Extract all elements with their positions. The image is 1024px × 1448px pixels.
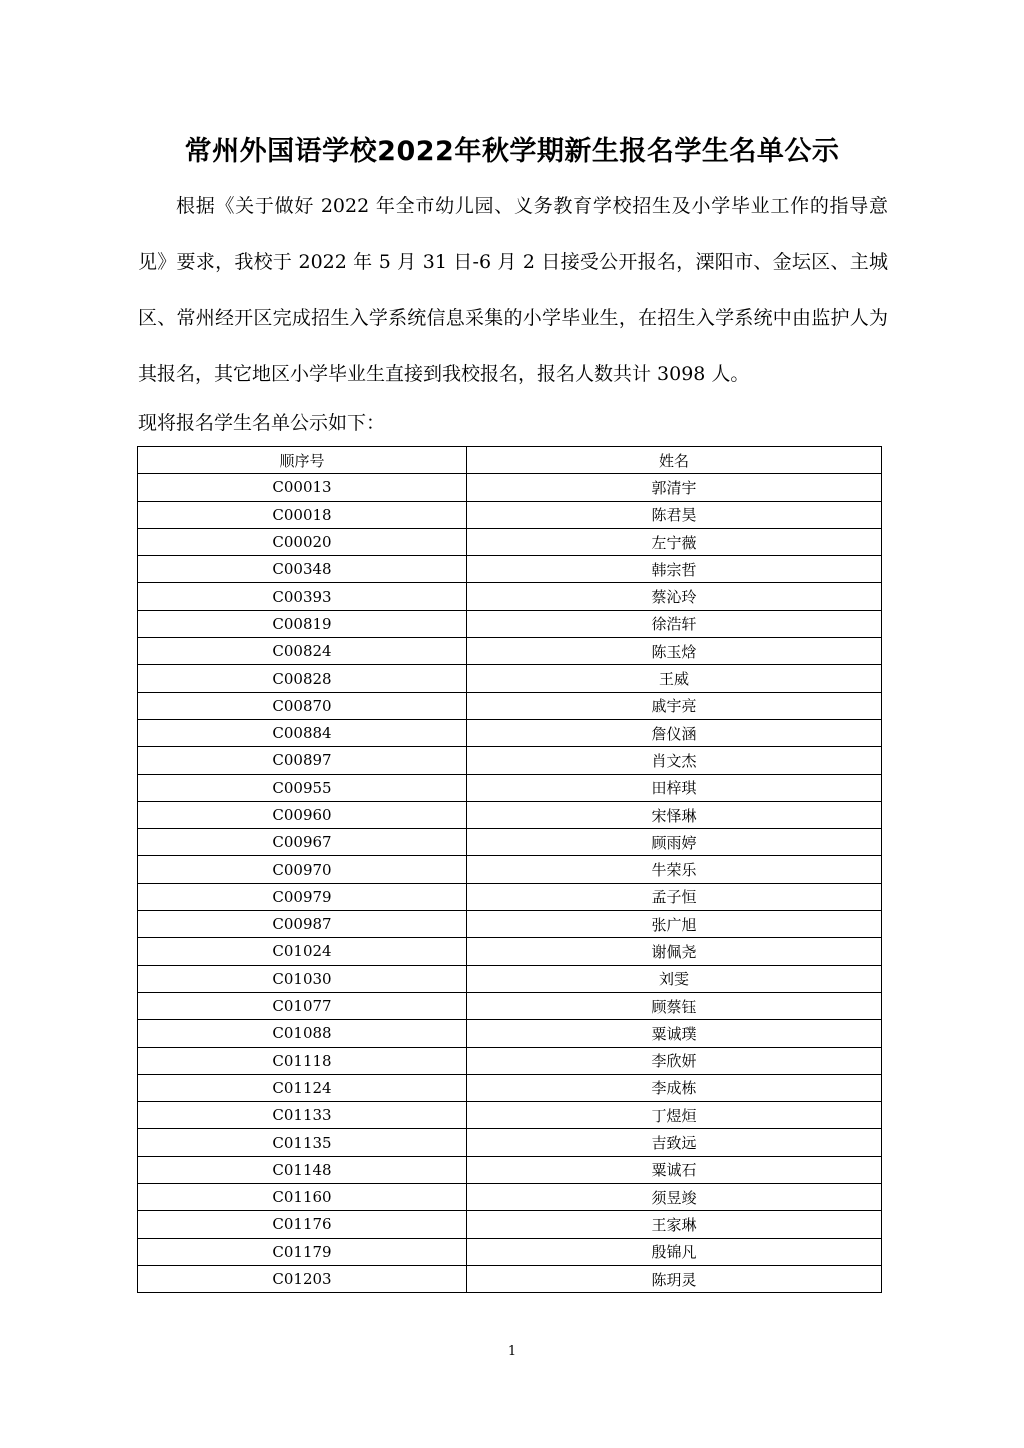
table-row [138, 801, 882, 828]
table-row [138, 665, 882, 692]
table-header-row [138, 447, 882, 474]
table-row [138, 1020, 882, 1047]
cell-sequence-number: C00884 [138, 719, 467, 746]
table-row [138, 1102, 882, 1129]
cell-sequence-number: C00979 [138, 883, 467, 910]
table-row [138, 1156, 882, 1183]
cell-student-name: 戚宇亮 [467, 692, 882, 719]
table-row [138, 1129, 882, 1156]
cell-sequence-number: C00870 [138, 692, 467, 719]
table-body [138, 474, 882, 1293]
cell-student-name: 詹仪涵 [467, 719, 882, 746]
cell-sequence-number: C00013 [138, 474, 467, 501]
table-row [138, 501, 882, 528]
cell-student-name: 粟诚璞 [467, 1020, 882, 1047]
table-row [138, 911, 882, 938]
table-row [138, 1238, 882, 1265]
intro-paragraph [138, 178, 888, 402]
cell-sequence-number: C00819 [138, 610, 467, 637]
cell-student-name: 牛荣乐 [467, 856, 882, 883]
cell-student-name: 蔡沁玲 [467, 583, 882, 610]
cell-sequence-number: C01030 [138, 965, 467, 992]
cell-student-name: 丁煜烜 [467, 1102, 882, 1129]
table-row [138, 1184, 882, 1211]
table-row [138, 719, 882, 746]
cell-sequence-number: C01024 [138, 938, 467, 965]
table-row [138, 747, 882, 774]
cell-student-name: 须昱竣 [467, 1184, 882, 1211]
table-row [138, 1211, 882, 1238]
cell-sequence-number: C01160 [138, 1184, 467, 1211]
header-name: 姓名 [467, 447, 882, 474]
cell-student-name: 顾蔡钰 [467, 992, 882, 1019]
table-row [138, 1074, 882, 1101]
cell-student-name: 殷锦凡 [467, 1238, 882, 1265]
cell-sequence-number: C01203 [138, 1265, 467, 1292]
header-sequence-number: 顺序号 [138, 447, 467, 474]
cell-student-name: 李成栋 [467, 1074, 882, 1101]
cell-sequence-number: C00955 [138, 774, 467, 801]
cell-sequence-number: C00824 [138, 638, 467, 665]
cell-student-name: 徐浩轩 [467, 610, 882, 637]
table-row [138, 883, 882, 910]
cell-student-name: 郭清宇 [467, 474, 882, 501]
table-row [138, 583, 882, 610]
intro-text: 根据《关于做好 2022 年全市幼儿园、义务教育学校招生及小学毕业工作的指导意见》要求，我校于 2022 年 5 月 31 日-6 月 2 日接受公开报名，溧阳市、金坛区、主城区、常州经开区完成招生入学系统信息采集的小学毕业生，在招生入学系统中由监护人为其报名，其它地区小学毕业生直接到我校报名，报名人数共计 3098 人。 [138, 195, 888, 385]
cell-sequence-number: C00018 [138, 501, 467, 528]
cell-student-name: 田梓琪 [467, 774, 882, 801]
table-row [138, 992, 882, 1019]
cell-sequence-number: C00970 [138, 856, 467, 883]
cell-student-name: 吉致远 [467, 1129, 882, 1156]
cell-student-name: 王威 [467, 665, 882, 692]
table-row [138, 692, 882, 719]
cell-student-name: 肖文杰 [467, 747, 882, 774]
table-row [138, 474, 882, 501]
cell-student-name: 宋怿琳 [467, 801, 882, 828]
cell-student-name: 顾雨婷 [467, 829, 882, 856]
page-title: 常州外国语学校2022年秋学期新生报名学生名单公示 [184, 136, 840, 167]
cell-sequence-number: C00393 [138, 583, 467, 610]
cell-student-name: 王家琳 [467, 1211, 882, 1238]
cell-student-name: 韩宗哲 [467, 556, 882, 583]
table-row [138, 965, 882, 992]
cell-student-name: 谢佩尧 [467, 938, 882, 965]
student-roster-table [137, 446, 882, 1293]
table-row [138, 1265, 882, 1292]
cell-sequence-number: C01179 [138, 1238, 467, 1265]
table-row [138, 528, 882, 555]
cell-sequence-number: C01148 [138, 1156, 467, 1183]
cell-sequence-number: C00828 [138, 665, 467, 692]
cell-student-name: 陈君昊 [467, 501, 882, 528]
table-row [138, 556, 882, 583]
cell-student-name: 孟子恒 [467, 883, 882, 910]
table-row [138, 774, 882, 801]
page-number: 1 [507, 1344, 517, 1359]
cell-sequence-number: C01077 [138, 992, 467, 1019]
cell-sequence-number: C00987 [138, 911, 467, 938]
table-row [138, 938, 882, 965]
cell-sequence-number: C00020 [138, 528, 467, 555]
table-row [138, 1047, 882, 1074]
cell-sequence-number: C00897 [138, 747, 467, 774]
cell-sequence-number: C01088 [138, 1020, 467, 1047]
cell-student-name: 陈玉焓 [467, 638, 882, 665]
cell-sequence-number: C01118 [138, 1047, 467, 1074]
cell-sequence-number: C00960 [138, 801, 467, 828]
table-row [138, 638, 882, 665]
table-row [138, 856, 882, 883]
cell-student-name: 左宁薇 [467, 528, 882, 555]
cell-student-name: 李欣妍 [467, 1047, 882, 1074]
cell-student-name: 张广旭 [467, 911, 882, 938]
table-row [138, 610, 882, 637]
table-row [138, 829, 882, 856]
cell-student-name: 刘雯 [467, 965, 882, 992]
cell-sequence-number: C00348 [138, 556, 467, 583]
list-lead-text: 现将报名学生名单公示如下： [138, 412, 386, 434]
cell-student-name: 粟诚石 [467, 1156, 882, 1183]
cell-student-name: 陈玥灵 [467, 1265, 882, 1292]
cell-sequence-number: C01133 [138, 1102, 467, 1129]
cell-sequence-number: C01135 [138, 1129, 467, 1156]
cell-sequence-number: C00967 [138, 829, 467, 856]
cell-sequence-number: C01176 [138, 1211, 467, 1238]
cell-sequence-number: C01124 [138, 1074, 467, 1101]
